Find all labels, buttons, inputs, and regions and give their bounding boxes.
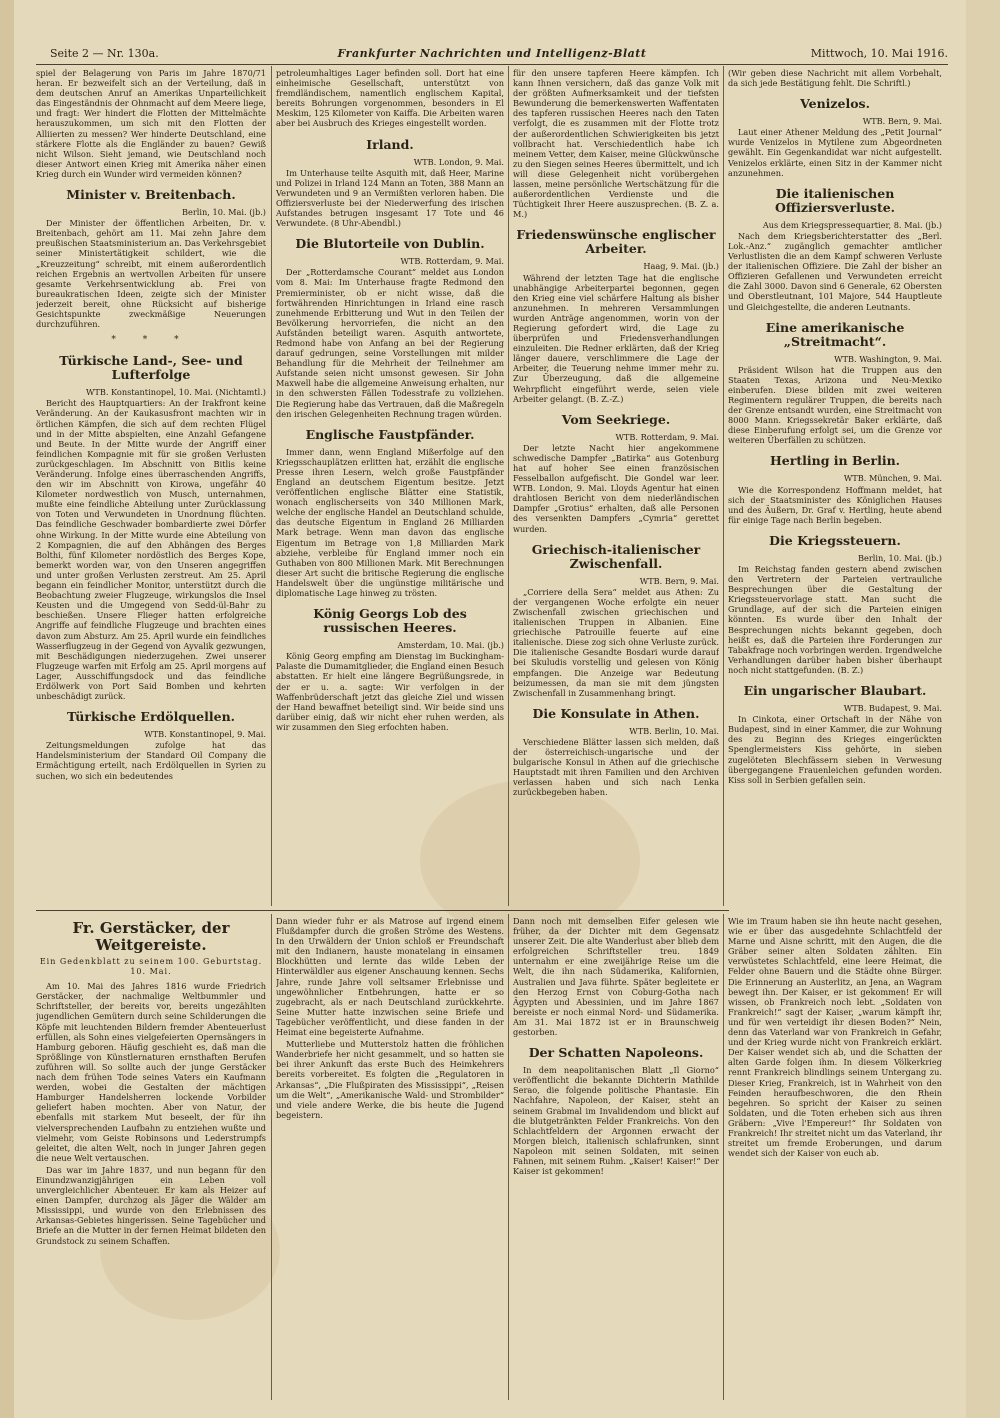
- column-rule: [271, 914, 272, 1400]
- article-text: (Wir geben diese Nachricht mit allem Vorbehalt, da sich jede Bestätigung fehlt. Die Schriftl.): [728, 68, 942, 89]
- article-text: „Corriere della Sera“ meldet aus Athen: Zu der vergangenen Woche erfolgte ein neuer Zwischenfall zwischen griechischen und italienischen Truppen in Albanien. Eine griechische Patrouille feuerte auf eine italienische. Diese zog sich ohne Verluste zurück. Die italienische Gesandte Bosdari wurde darauf bei Skuludis vorstellig und gelesen von König empfangen. Die Anzeige war Bedeutung beizumessen, da man sie mit dem jüngsten Zwischenfall in Zusammenhang bringt.: [513, 586, 719, 698]
- dateline: Haag, 9. Mai. (jb.): [643, 261, 719, 272]
- article-text: Wie im Traum haben sie ihn heute nacht gesehen, wie er über das ausgedehnte Schlachtfeld der Marne und Aisne schritt, mit den Augen, die die Gräber seiner alten Soldaten zählten. Ein verwüstetes Schlachtfeld, eine leere Heimat, die Felder ohne Bauern und die Städte ohne Bürger. Die Erinnerung an Austerlitz, an Jena, an Wagram bewegt ihn. Der Kaiser, er ist gekommen! Er will wissen, ob Frankreich noch lebt. „Soldaten von Frankreich!“ sagt der Kaiser, „warum kämpft ihr, und für wen verteidigt ihr diesen Boden?“ Nein, denn das Vaterland war von Frankreich in Gefahr, und der Krieg wurde nicht von Frankreich erklärt. Der Kaiser wendet sich ab, und die Schatten der alten Garde folgen ihm. In diesem Völkerkrieg rennt Frankreich blindlings seinem Untergang zu. Dieser Krieg, Frankreich, ist in Wahrheit von den Feinden heraufbeschworen, die den Rhein begehren. So spricht der Kaiser zu seinen Soldaten, und die Toten erheben sich aus ihren Gräbern: „Vive l'Empereur!“ Ihr Soldaten von Frankreich! Ihr streitet nicht um das Vaterland, ihr streitet um fremde Eroberungen, und darum wendet sich der Kaiser von euch ab.: [728, 916, 942, 1159]
- issue-date: Mittwoch, 10. Mai 1916.: [810, 47, 948, 60]
- article-text: Immer dann, wenn England Mißerfolge auf den Kriegsschauplätzen erlitten hat, erzählt die englische Presse ihren Lesern, welch große Faustpfänder England an deutschem Eigentum besitze. Jetzt veröffentlichen englische Blätter eine Statistik, wonach englischerseits von 340 Millionen Mark, welche der englische Handel an Deutschland schulde, das deutsche Eigentum in England 26 Milliarden Mark betrage. Wenn man davon das englische Eigentum im Betrage von 1,8 Milliarden Mark abziehe, verbleibe für England immer noch ein Guthaben von 800 Millionen Mark. Mit Berechnungen dieser Art sucht die britische Regierung die englische Handelswelt über die ungünstige militärische und diplomatische Lage hinweg zu trösten.: [276, 446, 504, 599]
- article-heading: König Georgs Lob des russischen Heeres.: [313, 606, 467, 636]
- dateline: WTB. Konstantinopel, 9. Mai.: [144, 729, 266, 740]
- article-text: Wie die Korrespondenz Hoffmann meldet, hat sich der Staatsminister des Königlichen Hauses und des Äußern, Dr. Graf v. Hertling, heute abend für einige Tage nach Berlin begeben.: [728, 484, 942, 525]
- article-napoleon: [513, 1046, 719, 1176]
- article-heading: Fr. Gerstäcker, der Weitgereiste.: [72, 919, 230, 954]
- article-heading: Friedenswünsche englischer Arbeiter.: [516, 227, 716, 257]
- article-heading: Die Kriegssteuern.: [769, 532, 901, 548]
- article-text: für den unsere tapferen Heere kämpfen. Ich kann Ihnen versichern, daß das ganze Volk mit der größten Aufmerksamkeit und der tiefsten Bewunderung die bemerkenswerten Waffentaten des tapferen russischen Heeres nach den Taten verfolgt, die es zusammen mit der Flotte trotz der außerordentlichen Schwierigkeiten bis jetzt vollbracht hat. Verschiedentlich habe ich meinem Vetter, dem Kaiser, meine Glückwünsche zu den Siegen seines Heeres übermittelt, und ich will diese Gelegenheit nicht vorübergehen lassen, meine persönliche Wertschätzung für die außerordentlichen Verdienste und die Tüchtigkeit Ihrer Heere auszusprechen. (B. Z. a. M.): [513, 68, 719, 220]
- article-text: König Georg empfing am Dienstag im Buckingham-Palaste die Dumamitglieder, die England einen Besuch abstatten. Er hielt eine längere Begrüßungsrede, in der er u. a. sagte: Wir verfolgen in der Waffenbrüderschaft jetzt das gleiche Ziel und wissen der Hand bewaffnet beteiligt sind. Wir beide sind uns darüber einig, daß wir nicht eher ruhen werden, als wir zusammen den Sieg erfochten haben.: [276, 651, 504, 732]
- column-4: [728, 68, 942, 906]
- article-text: Während der letzten Tage hat die englische unabhängige Arbeiterpartei begonnen, gegen den Krieg eine viel schärfere Haltung als bisher anzunehmen. In mehreren Versammlungen wurden Anträge angenommen, worin von der Regierung gefordert wird, die Lage zu überprüfen und Friedensverhandlungen einzuleiten. Die Redner erklärten, daß der Krieg länger dauere, verschlimmere die Lage der Arbeiter, die Teuerung nehme immer mehr zu. Zur Überzeugung, daß die allgemeine Wehrpflicht eingeführt werde, seien viele Arbeiter gelangt. (B. Z.-Z.): [513, 272, 719, 404]
- article-text: Nach dem Kriegsberichterstatter des „Berl. Lok.-Anz.“ zugänglich gemachter amtlicher Verlustlisten die an dem Kampf schweren Verluste der italienischen Offiziere. Die Zahl der bisher an Offizieren Gefallenen und Verwundeten erreicht die Zahl 3000. Davon sind 6 Generale, 62 Obersten und Oberstleutnant, 101 Majore, 544 Hauptleute und Gleichgestellte, die anderen Leutnants.: [728, 230, 942, 312]
- article-continuation: [276, 68, 504, 129]
- article-text: Dann wieder fuhr er als Matrose auf irgend einem Flußdampfer durch die großen Ströme des Westens. In den Urwäldern der Union schloß er Freundschaft mit den Indianern, hauste monatelang in einsamen Blockhütten und lernte das wilde Leben der Hinterwäldler aus eigener Anschauung kennen. Sechs Jahre, runde Jahre voll seltsamer Erlebnisse und ungewöhnlicher Entbehrungen, hatte er so zugebracht, als er nach Deutschland zurückkehrte. Seine Mutter hatte inzwischen seine Briefe und Tagebücher veröffentlicht, und diese fanden in der Heimat eine begeisterte Aufnahme.: [276, 916, 504, 1038]
- dateline: Amsterdam, 10. Mai. (jb.): [397, 640, 504, 651]
- paper-left-edge: [0, 0, 14, 1418]
- article-text: Verschiedene Blätter lassen sich melden, daß der österreichisch-ungarische und der bulgarische Konsul in Athen auf die griechische Hauptstadt mit ihren Familien und den Archiven verlassen haben und sich nach Lenka zurückbegeben haben.: [513, 736, 719, 798]
- article-text: In dem neapolitanischen Blatt „Il Giorno“ veröffentlicht die bekannte Dichterin Mathilde Serao, die folgende politische Phantasie. Ein Nachfahre, Napoleon, der Kaiser, steht an seinem Grabmal im Invalidendom und blickt auf die blutgetränkten Felder Frankreichs. Von den Schlachtfeldern der Argonnen erwacht der Morgen bleich, italienisch schlafrunken, sinnt Napoleon mit seinen Soldaten, mit seinen Fahnen, mit seinem Ruhm. „Kaiser! Kaiser!“ Der Kaiser ist gekommen!: [513, 1065, 719, 1177]
- dateline: WTB. Rotterdam, 9. Mai.: [615, 431, 719, 442]
- article-irland: [276, 138, 504, 229]
- dateline: Aus dem Kriegspressequartier, 8. Mai. (jb.): [762, 219, 942, 230]
- column-2: [276, 68, 504, 906]
- article-faustpfaender: [276, 428, 504, 598]
- article-heading: Irland.: [366, 136, 414, 152]
- dateline: WTB. Konstantinopel, 10. Mai. (Nichtamtl.): [85, 387, 266, 398]
- article-friedenswuensche: [513, 228, 719, 403]
- article-hertling: [728, 454, 942, 524]
- dateline: WTB. Rotterdam, 9. Mai.: [400, 256, 504, 267]
- article-seekriege: [513, 413, 719, 534]
- column-rule: [723, 914, 724, 1400]
- article-zwischenfall: [513, 543, 719, 698]
- column-rule: [508, 914, 509, 1400]
- article-gerstaecker-end: [513, 916, 719, 1037]
- page-number: Seite 2 — Nr. 130a.: [50, 47, 159, 60]
- article-text: Dann noch mit demselben Eifer gelesen wie früher, da der Dichter mit dem Gegensatz unserer Zeit. Die alte Wanderlust aber blieb dem erfolgreichen Schriftsteller treu. 1849 unternahm er eine zweijährige Reise um die Welt, die ihn nach Südamerika, Kalifornien, Australien und Java führte. Später begleitete er den Herzog Ernst von Coburg-Gotha nach Ägypten und Abessinien, und im Jahre 1867 bereiste er noch einmal Nord- und Südamerika. Am 31. Mai 1872 ist er in Braunschweig gestorben.: [513, 916, 719, 1038]
- dateline: WTB. London, 9. Mai.: [413, 156, 504, 167]
- article-heading: Venizelos.: [800, 96, 870, 112]
- page-header: [36, 44, 948, 65]
- article-text: Im Reichstag fanden gestern abend zwischen den Vertretern der Parteien vertrauliche Besprechungen über die Gestaltung der Kriegssteuervorlage statt. Man sucht die Grundlage, auf der sich die Parteien einigen könnten. Es wurde über den Inhalt der Besprechungen nichts bekannt gegeben, doch heißt es, daß die Parteien ihre Forderungen zur Tabakfrage noch vorbringen werden. Irgendwelche Verhandlungen darüber haben bisher überhaupt noch nicht stattgefunden. (B. Z.): [728, 564, 942, 675]
- article-dublin: [276, 237, 504, 419]
- article-continuation: [513, 68, 719, 219]
- article-continuation: [728, 68, 942, 88]
- column-3: [513, 68, 719, 906]
- article-heading: Eine amerikanische „Streitmacht“.: [765, 319, 905, 349]
- dateline: WTB. Budapest, 9. Mai.: [843, 703, 942, 714]
- article-heading: Die Blutorteile von Dublin.: [295, 236, 485, 252]
- column-rule: [271, 66, 272, 906]
- article-continuation: [36, 68, 266, 179]
- dateline: WTB. Washington, 9. Mai.: [834, 353, 942, 364]
- article-heading: Minister v. Breitenbach.: [66, 187, 236, 203]
- article-heading: Türkische Erdölquellen.: [66, 709, 236, 725]
- article-subtitle: Ein Gedenkblatt zu seinem 100. Geburtstag. 10. Mai.: [39, 957, 263, 977]
- article-erdoelquellen: [36, 710, 266, 780]
- dateline: Berlin, 10. Mai. (jb.): [858, 552, 942, 563]
- article-heading: Hertling in Berlin.: [769, 453, 901, 469]
- dateline: WTB. Bern, 9. Mai.: [862, 116, 942, 127]
- article-text: Laut einer Athener Meldung des „Petit Journal“ wurde Venizelos in Mytilene zum Abgeordneten gewählt. Ein Gegenkandidat war nicht aufgestellt. Venizelos erklärte, einen Sitz in der Kammer nicht anzunehmen.: [728, 127, 942, 178]
- article-text: Bericht des Hauptquartiers: An der Irakfront keine Veränderung. An der Kaukasusfront machten wir in örtlichen Kämpfen, die sich auf dem rechten Flügel und in der Mitte abspielten, eine Anzahl Gefangene und Beute. In der Mitte wurde der Angriff einer feindlichen Kompagnie mit für sie großen Verlusten zurückgeschlagen. Im Abschnitt von Bitlis keine Veränderung. Infolge eines überraschenden Angriffs, den wir im Abschnitt von Kirowa, ungefähr 40 Kilometer nordwestlich von Musch, unternahmen, mußte eine feindliche Abteilung unter Zurücklassung von Toten und Verwundeten in Unordnung flüchten. Das feindliche Geschwader bombardierte zwei Dörfer ohne Wirkung. In der Mitte wurde eine Abteilung von 2 Kompagnien, die auf den Abhängen des Berges Bolthi, fünf Kilometer nordöstlich des Berges Kope, bemerkt worden war, von den Unseren angegriffen und unter großen Verlusten zerstreut. Am 25. April begann ein feindlicher Monitor, unterstützt durch die Beobachtung zweier Flugzeuge, wirkungslos die Insel Keusten und die Umgegend von Sedd-ül-Bahr zu beschießen. Unsere Flieger hatten erfolgreiche Angriffe auf feindliche Flugzeuge und brachten eines davon zum Absturz. Am 25. April wurde ein feindliches Wasserflugzeug in der Gegend von Ayvalik gezwungen, mit Beschädigungen niederzugehen. Zwei unserer Flugzeuge warfen mit Erfolg am 25. April morgens auf Lager, Ausschiffungsdock und das feindliche Erdölwerk von Port Said Bomben und kehrten unbeschädigt zurück.: [36, 398, 266, 702]
- article-heading: Die italienischen Offiziersverluste.: [774, 185, 896, 215]
- article-gerstaecker: [36, 920, 266, 1246]
- article-text: Das war im Jahre 1837, und nun begann für den Einundzwanzigjährigen ein Leben voll unvergleichlicher Abenteuer. Er kam als Heizer auf einen Dampfer, durchzog als Jäger die Wälder am Mississippi, und wurde von den Erlebnissen des Arkansas-Gebietes hingerissen. Seine Tagebücher und Briefe an die Mutter in der fernen Heimat bildeten den Grundstock zu seinem Schaffen.: [36, 1164, 266, 1246]
- column-rule: [508, 66, 509, 906]
- article-heading: Türkische Land-, See- und Lufterfolge: [59, 353, 243, 383]
- article-blaubart: [728, 684, 942, 785]
- article-heading: Der Schatten Napoleons.: [528, 1045, 704, 1061]
- article-heading: Ein ungarischer Blaubart.: [743, 683, 927, 699]
- article-text: Im Unterhause teilte Asquith mit, daß Heer, Marine und Polizei in Irland 124 Mann an Toten, 388 Mann an Verwundeten und 9 an Vermißten verloren haben. Die Offiziersverluste bei der Niederwerfung des irischen Aufstandes betrugen insgesamt 17 Tote und 46 Verwundete. (8 Uhr-Abendbl.): [276, 167, 504, 229]
- article-kriegssteuern: [728, 534, 942, 675]
- feuilleton-column-3: [513, 916, 719, 1400]
- dateline: WTB. München, 9. Mai.: [843, 473, 942, 484]
- dateline: WTB. Berlin, 10. Mai.: [629, 725, 719, 736]
- article-gerstaecker-cont: [276, 916, 504, 1120]
- article-streitmacht: [728, 321, 942, 446]
- feuilleton-column-1: [36, 916, 266, 1400]
- article-konsulate: [513, 707, 719, 798]
- article-offiziersverluste: [728, 187, 942, 312]
- feuilleton-column-4: [728, 916, 942, 1400]
- column-rule: [723, 66, 724, 906]
- newspaper-masthead: Frankfurter Nachrichten und Intelligenz-Blatt: [337, 47, 647, 60]
- article-text: petroleumhaltiges Lager befinden soll. Dort hat eine einheimische Gesellschaft, unterstützt von fremdländischem, namentlich englischem Kapital, bereits Bohrungen vorgenommen, besonders in El Meskim, 125 Kilometer von Kaiffa. Die Arbeiten waren aber bei Ausbruch des Krieges eingestellt worden.: [276, 68, 504, 129]
- dateline: Berlin, 10. Mai. (jb.): [182, 207, 266, 218]
- article-napoleon-cont: [728, 916, 942, 1158]
- article-heading: Die Konsulate in Athen.: [532, 705, 700, 721]
- article-text: Mutterliebe und Mutterstolz hatten die fröhlichen Wanderbriefe her nicht gesammelt, und so hatten sie bei ihrer Ankunft das erste Buch des Heimkehrers bereits vorbereitet. Es folgten die „Regulatoren in Arkansas“, „Die Flußpiraten des Mississippi“, „Reisen um die Welt“, „Amerikanische Wald- und Strombilder“ und viele andere Werke, die bis heute die Jugend begeistern.: [276, 1039, 504, 1120]
- article-venizelos: [728, 97, 942, 178]
- article-heading: Griechisch-italienischer Zwischenfall.: [531, 541, 701, 571]
- article-text: Am 10. Mai des Jahres 1816 wurde Friedrich Gerstäcker, der nachmalige Weltbummler und Schriftsteller, der bereits vor, bereits ungezählten jugendlichen Gemütern durch seine Schilderungen die Köpfe mit leuchtenden Bildern fremder Abenteuerlust erfüllen, als Sohn eines vielgefeierten Opernsängers in Hamburg geboren. Häufig geschieht es, daß man die Sprößlinge von Künstlernaturen ernsthaften Berufen zuführen will. So sollte auch der junge Gerstäcker nach dem frühen Tode seines Vaters ein Kaufmann werden, wobei die Gestalten der mächtigen Hamburger Handelsherren lockende Vorbilder geliefert haben mochten. Aber von Natur, der ebenfalls mit starkem Mut beseelt, der für ihn vielversprechenden Laufbahn zu entziehen wußte und vielmehr, vom Geiste Robinsons und Lederstrumpfs geleitet, die alten Welt, noch in junger Jahren gegen die neue Welt vertauschen.: [36, 981, 266, 1163]
- article-heading: Vom Seekriege.: [561, 411, 671, 427]
- article-breitenbach: [36, 188, 266, 329]
- article-koenig-georg: [276, 607, 504, 732]
- article-text: Der letzte Nacht hier angekommene schwedische Dampfer „Batirka“ aus Gotenburg hat auf hoher See einen französischen Fesselballon aufgefischt. Die Gondel war leer. WTB. London, 9. Mai. Lloyds Agentur hat einen drahtlosen Bericht von dem niederländischen Dampfer „Grotius“ erhalten, daß alle Personen des versenkten Dampfers „Cymria“ gerettet wurden.: [513, 442, 719, 534]
- article-text: Zeitungsmeldungen zufolge hat das Handelsministerium der Standard Oil Company die Ermächtigung erteilt, nach Erdölquellen in Syrien zu suchen, wo sich ein bedeutendes: [36, 740, 266, 781]
- article-text: Der Minister der öffentlichen Arbeiten, Dr. v. Breitenbach, gehört am 11. Mai zehn Jahre dem preußischen Staatsministerium an. Das Verkehrsgebiet seiner Ministertätigkeit schildert, wie die „Kreuzzeitung“ schreibt, mit einem außerordentlich reichen Ergebnis an wertvollen Arbeiten für unsere gesamte Verkehrsentwicklung ab. Frei von bureaukratischen Ideen, zeigte sich der Minister jederzeit bereit, ohne Rücksicht auf bisherige Gesichtspunkte zweckmäßige Neuerungen durchzuführen.: [36, 218, 266, 330]
- dateline: WTB. Bern, 9. Mai.: [639, 575, 719, 586]
- article-text: spiel der Belagerung von Paris im Jahre 1870/71 heran. Er bezweifelt sich an der Verteilung, daß in dem deutschen Anruf an Amerikas Unparteilichkeit das Eingeständnis der Ohnmacht auf dem Meere liege, und fragt: Wer hindert die Flotten der Mittelmächte herauszukommen, um sich mit den Flotten der Alliierten zu messen? Wer hinderte Deutschland, eine stärkere Flotte als die Engländer zu bauen? Gewiß nicht Wilson. Sieht jemand, wie Deutschland noch dieser Antwort einen Krieg mit Amerika näher einen Krieg durch ein Wunder wird vermeiden können?: [36, 68, 266, 179]
- article-tuerkische-erfolge: [36, 354, 266, 701]
- article-text: Präsident Wilson hat die Truppen aus den Staaten Texas, Arizona und Neu-Mexiko einberufen. Diese bilden mit zwei weiteren Regimentern regulärer Truppen, die bereits nach der Grenze entsandt wurden, eine Streitmacht von 8000 Mann. Kriegssekretär Baker erklärte, daß diese Einberufung erfolgt sei, um die Grenze vor weiteren Überfällen zu schützen.: [728, 364, 942, 446]
- feuilleton-column-2: [276, 916, 504, 1400]
- column-1: [36, 68, 266, 906]
- article-text: Der „Rotterdamsche Courant“ meldet aus London vom 8. Mai: Im Unterhause fragte Redmond den Premierminister, ob er nicht wisse, daß die fortwährenden Hinrichtungen in Irland eine rasch zunehmende Erbitterung und Wut in den Teilen der Bevölkerung hervorriefen, die nicht an den Aufständen beteiligt waren. Asquith antwortete, Redmond habe von Anfang an bei der Regierung darauf gedrungen, seine Vorstellungen mit milder Behandlung für die Mehrheit der Teilnehmer am Aufstande seien nicht umsonst gewesen. Sir John Maxwell habe die allgemeine Anweisung erhalten, nur in den schwersten Fällen Todesstrafe zu vollziehen. Die Regierung habe das Vertrauen, daß die Maßregeln den irischen Gelegenheiten Rechnung tragen würden.: [276, 267, 504, 419]
- article-heading: Englische Faustpfänder.: [305, 426, 475, 442]
- paper-right-edge: [966, 0, 1000, 1418]
- article-text: In Cinkota, einer Ortschaft in der Nähe von Budapest, sind in einer Kammer, die zur Wohnung des zu Beginn des Krieges eingerückten Spenglermeisters Kiss gehörte, in sieben zugelöteten Blechfässern sieben in Verwesung übergegangene Frauenleichen gefunden worden. Kiss soll in Serbien gefallen sein.: [728, 714, 942, 785]
- separator-stars: * * *: [111, 335, 191, 346]
- section-divider: [36, 910, 729, 911]
